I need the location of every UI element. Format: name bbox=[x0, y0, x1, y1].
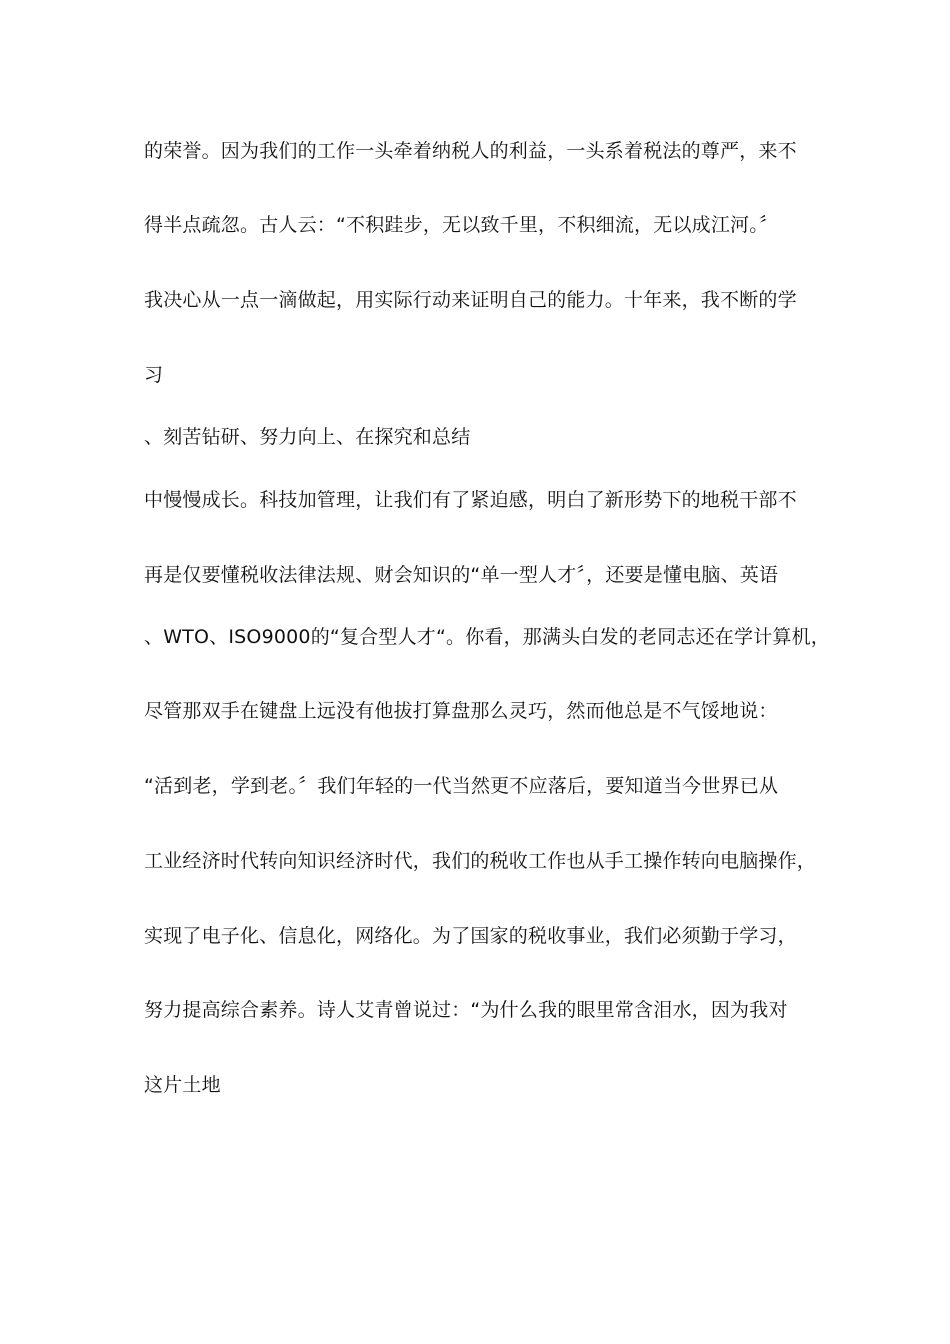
text-line-7: 再是仅要懂税收法律法规、财会知识的“单一型人才〞，还要是懂电脑、英语 bbox=[144, 564, 779, 586]
text-line-3: 我决心从一点一滴做起，用实际行动来证明自己的能力。十年来，我不断的学 bbox=[144, 289, 797, 311]
text-line-2: 得半点疏忽。古人云：“不积跬步，无以致千里，不积细流，无以成江河。〞 bbox=[144, 214, 779, 236]
text-line-4: 习 bbox=[144, 364, 164, 386]
text-line-9: 尽管那双手在键盘上远没有他拔打算盘那么灵巧，然而他总是不气馁地说： bbox=[144, 700, 778, 722]
text-line-12: 实现了电子化、信息化，网络化。为了国家的税收事业，我们必须勤于学习， bbox=[144, 925, 797, 947]
text-line-8: 、WTO、ISO9000的“复合型人才“。你看，那满头白发的老同志还在学计算机， bbox=[144, 626, 831, 648]
text-line-6: 中慢慢成长。科技加管理，让我们有了紧迫感，明白了新形势下的地税干部不 bbox=[144, 489, 797, 511]
text-line-10: “活到老，学到老。〞我们年轻的一代当然更不应落后，要知道当今世界已从 bbox=[144, 775, 779, 797]
text-line-11: 工业经济时代转向知识经济时代，我们的税收工作也从手工操作转向电脑操作， bbox=[144, 850, 817, 872]
text-line-5: 、刻苦钻研、努力向上、在探究和总结 bbox=[144, 426, 471, 448]
text-line-13: 努力提高综合素养。诗人艾青曾说过：“为什么我的眼里常含泪水，因为我对 bbox=[144, 999, 788, 1021]
text-line-1: 的荣誉。因为我们的工作一头牵着纳税人的利益，一头系着税法的尊严，来不 bbox=[144, 140, 797, 162]
text-line-14: 这片土地 bbox=[144, 1074, 221, 1096]
